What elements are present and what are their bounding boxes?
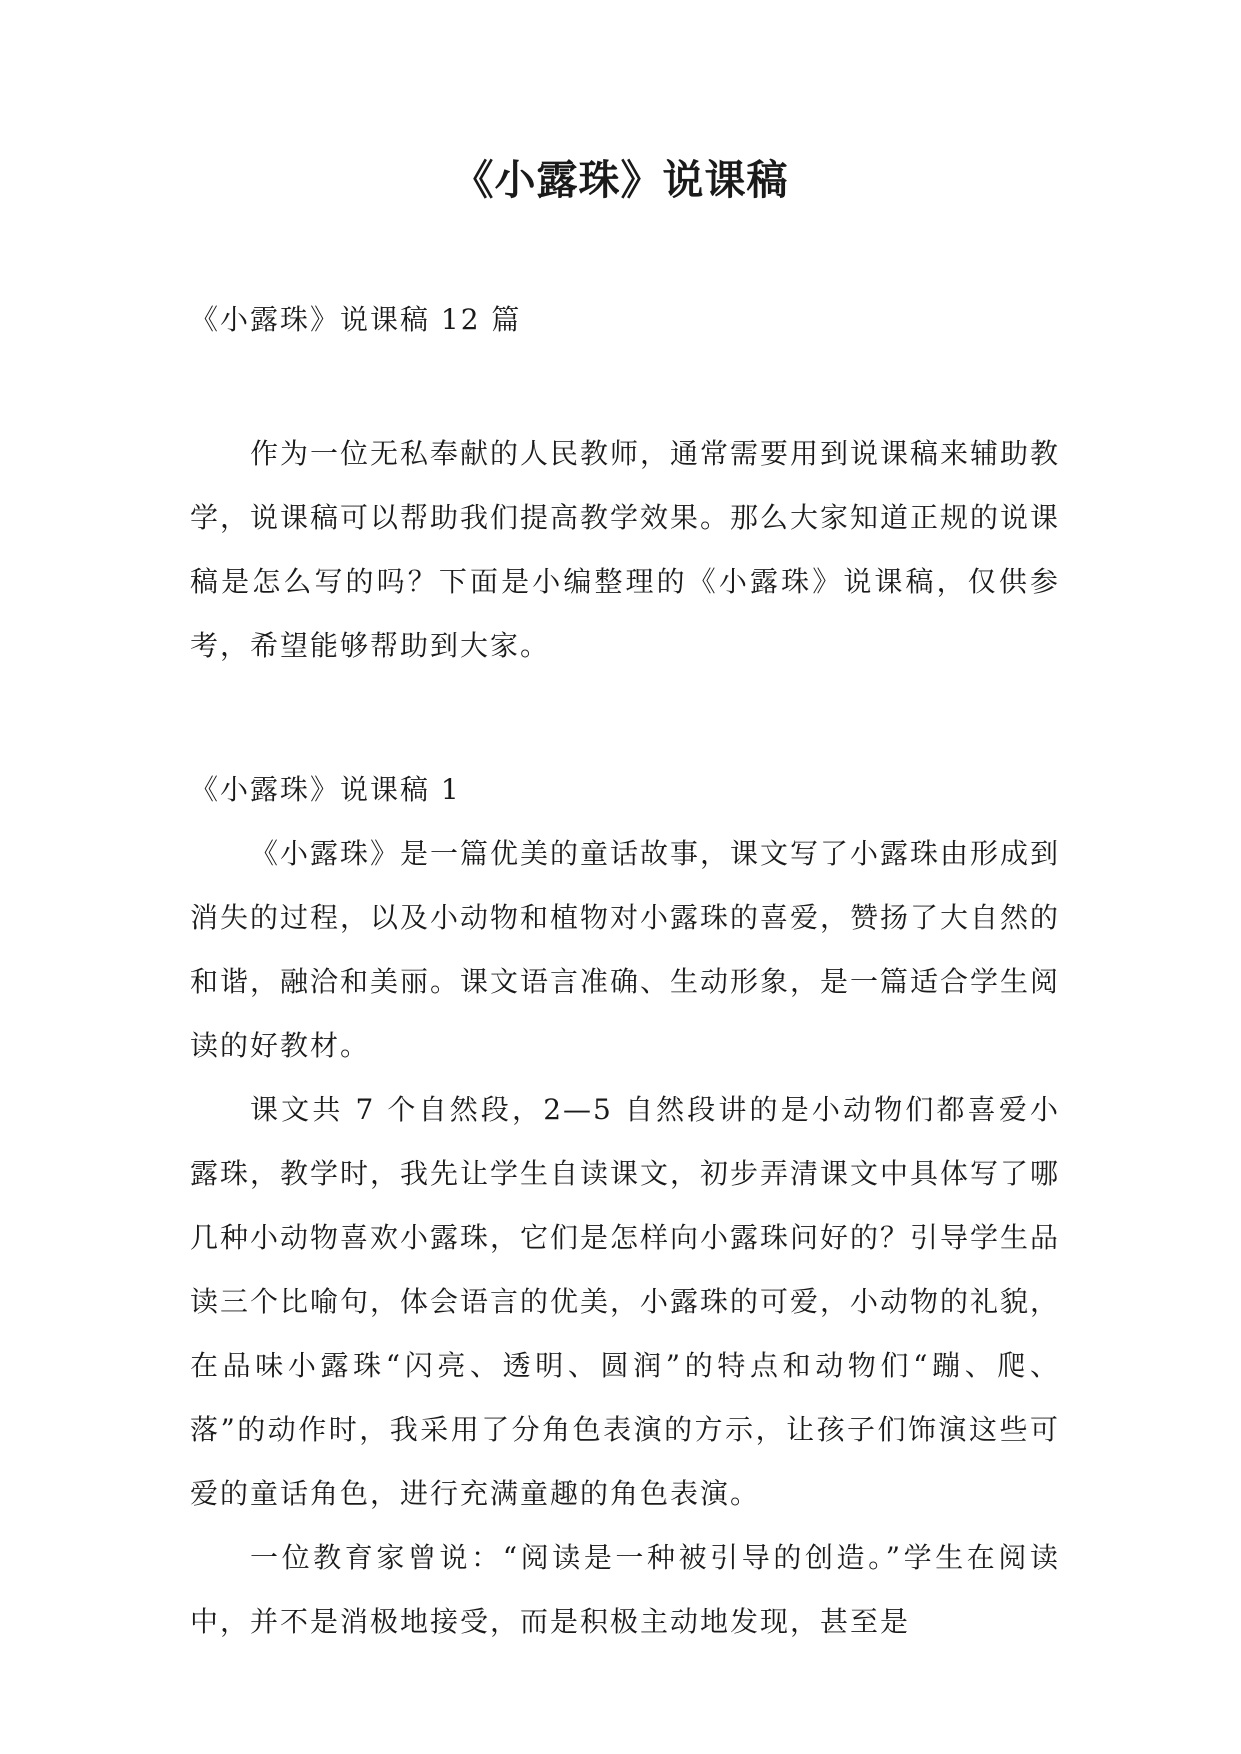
body-paragraph-2: 课文共 7 个自然段，2—5 自然段讲的是小动物们都喜爱小露珠，教学时，我先让学生自读课文，初步弄清课文中具体写了哪几种小动物喜欢小露珠，它们是怎样向小露珠问好的？引导学生品读三个比喻句，体会语言的优美，小露珠的可爱，小动物的礼貌，在品味小露珠“闪亮、透明、圆润”的特点和动物们“蹦、爬、落”的动作时，我采用了分角色表演的方示，让孩子们饰演这些可爱的童话角色，进行充满童趣的角色表演。 bbox=[190, 1093, 1061, 1510]
spacer bbox=[190, 352, 1060, 422]
section-heading: 《小露珠》说课稿 1 bbox=[190, 773, 461, 806]
body-paragraph-1: 《小露珠》是一篇优美的童话故事，课文写了小露珠由形成到消失的过程，以及小动物和植物对小露珠的喜爱，赞扬了大自然的和谐，融洽和美丽。课文语言准确、生动形象，是一篇适合学生阅读的好教材。 bbox=[190, 837, 1061, 1062]
spacer bbox=[190, 678, 1060, 758]
body-paragraph-3: 一位教育家曾说：“阅读是一种被引导的创造。”学生在阅读中，并不是消极地接受，而是积极主动地发现，甚至是 bbox=[190, 1541, 1060, 1638]
document-subtitle: 《小露珠》说课稿 12 篇 bbox=[190, 303, 522, 336]
intro-paragraph: 作为一位无私奉献的人民教师，通常需要用到说课稿来辅助教学，说课稿可以帮助我们提高教学效果。那么大家知道正规的说课稿是怎么写的吗？下面是小编整理的《小露珠》说课稿，仅供参考，希望能够帮助到大家。 bbox=[190, 437, 1061, 662]
document-title: 《小露珠》说课稿 bbox=[452, 156, 789, 204]
document-body bbox=[190, 288, 1060, 1654]
